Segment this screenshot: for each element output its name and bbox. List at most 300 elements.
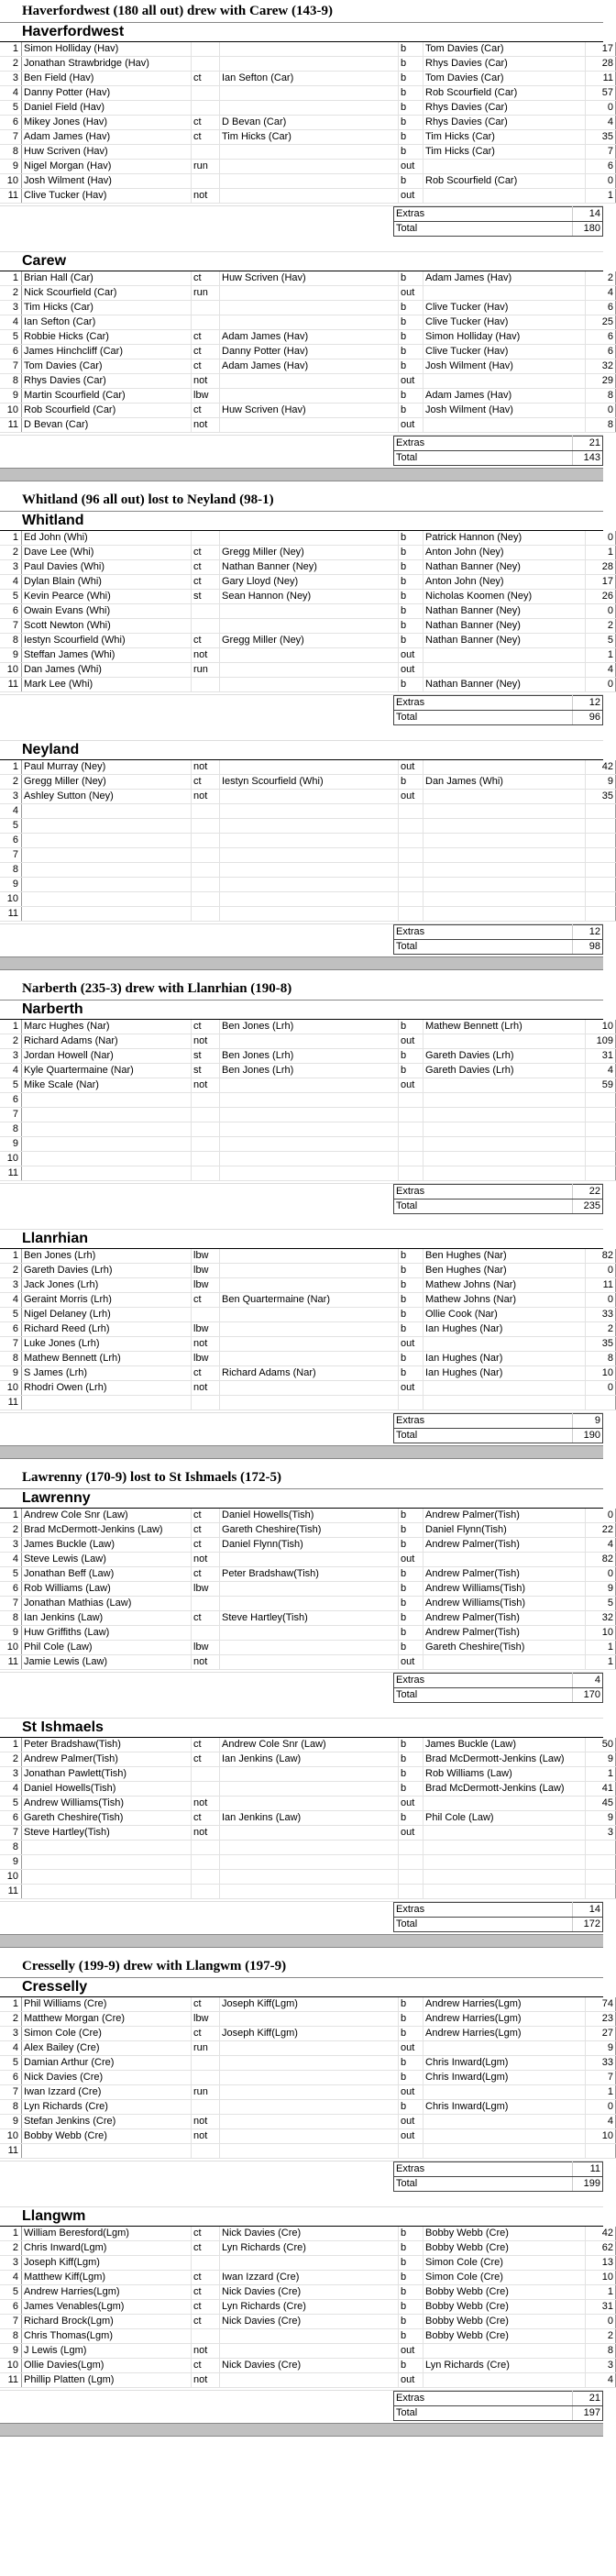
runs: 0 xyxy=(586,1509,616,1523)
bowler-name xyxy=(424,1137,586,1152)
fielder-name: Ben Jones (Lrh) xyxy=(220,1020,399,1034)
runs: 0 xyxy=(586,1264,616,1278)
batting-row xyxy=(0,907,616,922)
extras-value: 14 xyxy=(573,1903,603,1918)
dismissal-type xyxy=(192,42,220,57)
dismissal-type xyxy=(192,1597,220,1611)
runs: 9 xyxy=(586,1582,616,1597)
runs: 7 xyxy=(586,2071,616,2085)
dismissal-type: ct xyxy=(192,1997,220,2012)
extras-row xyxy=(0,1674,603,1688)
runs: 4 xyxy=(586,1538,616,1553)
fielder-name xyxy=(220,1870,399,1885)
batsman-name: Ben Field (Hav) xyxy=(22,72,192,86)
runs: 17 xyxy=(586,42,616,57)
bowler-name: Nathan Banner (Ney) xyxy=(424,619,586,634)
fielder-name xyxy=(220,2144,399,2159)
bowler-name: Simon Cole (Cre) xyxy=(424,2256,586,2271)
dismissal-type xyxy=(192,878,220,892)
row-number: 5 xyxy=(0,330,22,345)
bowler-name: Tom Davies (Car) xyxy=(424,72,586,86)
extras-value: 11 xyxy=(573,2162,603,2177)
bowled-marker: b xyxy=(399,531,424,546)
runs: 35 xyxy=(586,130,616,145)
bowled-marker: b xyxy=(399,116,424,130)
batsman-name xyxy=(22,1093,192,1108)
batsman-name: Gregg Miller (Ney) xyxy=(22,775,192,790)
runs: 2 xyxy=(586,1322,616,1337)
row-number: 9 xyxy=(0,1626,22,1641)
match-separator xyxy=(0,2423,603,2437)
batting-row xyxy=(0,1308,616,1322)
batting-row xyxy=(0,145,616,160)
dismissal-type: ct xyxy=(192,345,220,359)
runs: 8 xyxy=(586,389,616,404)
total-label: Total xyxy=(394,1688,573,1703)
totals-blank xyxy=(0,222,394,237)
runs: 57 xyxy=(586,86,616,101)
match-separator xyxy=(0,1445,603,1459)
bowler-name xyxy=(424,1093,586,1108)
fielder-name xyxy=(220,878,399,892)
bowler-name: Clive Tucker (Hav) xyxy=(424,301,586,315)
runs: 0 xyxy=(586,604,616,619)
dismissal-type: not xyxy=(192,648,220,663)
batting-row xyxy=(0,1122,616,1137)
match-separator xyxy=(0,956,603,970)
bowler-name: Daniel Flynn(Tish) xyxy=(424,1523,586,1538)
bowler-name: Brad McDermott-Jenkins (Law) xyxy=(424,1752,586,1767)
batting-row xyxy=(0,1152,616,1166)
extras-row xyxy=(0,696,603,711)
row-number: 5 xyxy=(0,101,22,116)
dismissal-type xyxy=(192,863,220,878)
fielder-name: Nick Davies (Cre) xyxy=(220,2285,399,2300)
row-number: 4 xyxy=(0,2271,22,2285)
total-value: 190 xyxy=(573,1429,603,1443)
batting-row xyxy=(0,374,616,389)
row-number: 10 xyxy=(0,1152,22,1166)
dismissal-type xyxy=(192,2100,220,2115)
bowled-marker: b xyxy=(399,1249,424,1264)
bowled-marker: out xyxy=(399,2129,424,2144)
row-number: 3 xyxy=(0,1049,22,1064)
total-label: Total xyxy=(394,222,573,237)
bowler-name xyxy=(424,374,586,389)
dismissal-type: ct xyxy=(192,634,220,648)
total-label: Total xyxy=(394,1200,573,1214)
row-number: 1 xyxy=(0,1249,22,1264)
batsman-name: Richard Adams (Nar) xyxy=(22,1034,192,1049)
bowled-marker: out xyxy=(399,1655,424,1670)
batsman-name: Luke Jones (Lrh) xyxy=(22,1337,192,1352)
bowled-marker: b xyxy=(399,775,424,790)
bowler-name: Andrew Harries(Lgm) xyxy=(424,1997,586,2012)
batsman-name: Ashley Sutton (Ney) xyxy=(22,790,192,804)
runs: 62 xyxy=(586,2241,616,2256)
fielder-name xyxy=(220,1137,399,1152)
runs: 9 xyxy=(586,775,616,790)
fielder-name: Adam James (Hav) xyxy=(220,359,399,374)
runs: 4 xyxy=(586,116,616,130)
batsman-name: Jamie Lewis (Law) xyxy=(22,1655,192,1670)
bowled-marker: out xyxy=(399,2041,424,2056)
match-title: Haverfordwest (180 all out) drew with Carew (143-9) xyxy=(0,0,603,23)
dismissal-type: lbw xyxy=(192,1352,220,1366)
row-number: 8 xyxy=(0,2329,22,2344)
fielder-name: Huw Scriven (Hav) xyxy=(220,404,399,418)
bowled-marker: out xyxy=(399,648,424,663)
dismissal-type: not xyxy=(192,1553,220,1567)
bowler-name xyxy=(424,663,586,678)
runs: 4 xyxy=(586,663,616,678)
fielder-name xyxy=(220,1396,399,1410)
fielder-name xyxy=(220,1841,399,1855)
batting-row xyxy=(0,546,616,560)
row-number: 1 xyxy=(0,531,22,546)
dismissal-type: not xyxy=(192,760,220,775)
runs: 0 xyxy=(586,1567,616,1582)
dismissal-type: ct xyxy=(192,2227,220,2241)
batting-row xyxy=(0,2227,616,2241)
runs: 2 xyxy=(586,271,616,286)
runs: 74 xyxy=(586,1997,616,2012)
dismissal-type xyxy=(192,1308,220,1322)
bowled-marker: b xyxy=(399,2315,424,2329)
runs: 4 xyxy=(586,2115,616,2129)
bowler-name: Dan James (Whi) xyxy=(424,775,586,790)
batting-row xyxy=(0,86,616,101)
total-row xyxy=(0,2177,603,2192)
row-number: 6 xyxy=(0,2300,22,2315)
totals-table xyxy=(0,206,603,237)
extras-row xyxy=(0,2392,603,2406)
dismissal-type: ct xyxy=(192,1366,220,1381)
bowled-marker: b xyxy=(399,1322,424,1337)
batting-row xyxy=(0,2256,616,2271)
fielder-name xyxy=(220,42,399,57)
total-label: Total xyxy=(394,711,573,725)
row-number: 2 xyxy=(0,1264,22,1278)
dismissal-type: not xyxy=(192,1034,220,1049)
row-number: 9 xyxy=(0,878,22,892)
batting-row xyxy=(0,1337,616,1352)
batsman-name: James Venables(Lgm) xyxy=(22,2300,192,2315)
batsman-name xyxy=(22,848,192,863)
batsman-name: Marc Hughes (Nar) xyxy=(22,1020,192,1034)
totals-table xyxy=(0,2161,603,2192)
bowled-marker: out xyxy=(399,1797,424,1811)
bowler-name: Mathew Bennett (Lrh) xyxy=(424,1020,586,1034)
runs: 22 xyxy=(586,1523,616,1538)
row-number: 7 xyxy=(0,1597,22,1611)
runs: 1 xyxy=(586,2285,616,2300)
batting-row xyxy=(0,330,616,345)
bowler-name: Nathan Banner (Ney) xyxy=(424,604,586,619)
dismissal-type: ct xyxy=(192,1738,220,1752)
dismissal-type: not xyxy=(192,1078,220,1093)
batting-row xyxy=(0,1655,616,1670)
batsman-name: Martin Scourfield (Car) xyxy=(22,389,192,404)
totals-blank xyxy=(0,1200,394,1214)
bowler-name: Adam James (Hav) xyxy=(424,271,586,286)
batting-row xyxy=(0,2012,616,2027)
bowler-name xyxy=(424,286,586,301)
fielder-name xyxy=(220,315,399,330)
row-number: 6 xyxy=(0,116,22,130)
bowler-name: Phil Cole (Law) xyxy=(424,1811,586,1826)
bowler-name: Gareth Davies (Lrh) xyxy=(424,1064,586,1078)
batting-row xyxy=(0,1885,616,1899)
fielder-name xyxy=(220,1264,399,1278)
fielder-name: Gregg Miller (Ney) xyxy=(220,546,399,560)
batting-row xyxy=(0,404,616,418)
dismissal-type xyxy=(192,848,220,863)
batting-row xyxy=(0,1093,616,1108)
dismissal-type xyxy=(192,1885,220,1899)
dismissal-type xyxy=(192,145,220,160)
total-row xyxy=(0,1918,603,1932)
batting-row xyxy=(0,1020,616,1034)
fielder-name: Lyn Richards (Cre) xyxy=(220,2300,399,2315)
runs: 35 xyxy=(586,790,616,804)
batsman-name: Alex Bailey (Cre) xyxy=(22,2041,192,2056)
bowled-marker: b xyxy=(399,1264,424,1278)
runs xyxy=(586,878,616,892)
dismissal-type xyxy=(192,1767,220,1782)
dismissal-type xyxy=(192,892,220,907)
batsman-name: Mathew Bennett (Lrh) xyxy=(22,1352,192,1366)
fielder-name xyxy=(220,1855,399,1870)
batsman-name: Robbie Hicks (Car) xyxy=(22,330,192,345)
bowler-name: Ben Hughes (Nar) xyxy=(424,1264,586,1278)
runs: 109 xyxy=(586,1034,616,1049)
batsman-name xyxy=(22,1396,192,1410)
dismissal-type: not xyxy=(192,1337,220,1352)
batsman-name: Iestyn Scourfield (Whi) xyxy=(22,634,192,648)
dismissal-type: not xyxy=(192,2129,220,2144)
bowled-marker: b xyxy=(399,1049,424,1064)
row-number: 9 xyxy=(0,389,22,404)
runs: 1 xyxy=(586,546,616,560)
bowled-marker: b xyxy=(399,1641,424,1655)
batting-row xyxy=(0,678,616,692)
fielder-name xyxy=(220,1034,399,1049)
total-row xyxy=(0,2406,603,2421)
runs: 31 xyxy=(586,2300,616,2315)
batting-row xyxy=(0,1767,616,1782)
runs: 0 xyxy=(586,678,616,692)
row-number: 9 xyxy=(0,1137,22,1152)
bowler-name: Ollie Cook (Nar) xyxy=(424,1308,586,1322)
row-number: 8 xyxy=(0,1122,22,1137)
bowler-name xyxy=(424,863,586,878)
batsman-name: D Bevan (Car) xyxy=(22,418,192,433)
bowled-marker xyxy=(399,1137,424,1152)
batsman-name: Jonathan Mathias (Law) xyxy=(22,1597,192,1611)
totals-blank xyxy=(0,207,394,222)
dismissal-type xyxy=(192,619,220,634)
bowled-marker: b xyxy=(399,1352,424,1366)
fielder-name xyxy=(220,2344,399,2359)
row-number: 1 xyxy=(0,760,22,775)
dismissal-type: ct xyxy=(192,2241,220,2256)
bowler-name xyxy=(424,834,586,848)
bowler-name xyxy=(424,2041,586,2056)
totals-blank xyxy=(0,1185,394,1200)
dismissal-type xyxy=(192,1152,220,1166)
dismissal-type xyxy=(192,2056,220,2071)
fielder-name xyxy=(220,760,399,775)
batting-table xyxy=(0,1020,616,1181)
batting-row xyxy=(0,2241,616,2256)
batsman-name: Stefan Jenkins (Cre) xyxy=(22,2115,192,2129)
batting-row xyxy=(0,1841,616,1855)
fielder-name: Ian Jenkins (Law) xyxy=(220,1811,399,1826)
row-number: 1 xyxy=(0,1020,22,1034)
runs: 28 xyxy=(586,57,616,72)
batting-row xyxy=(0,389,616,404)
bowled-marker: b xyxy=(399,2100,424,2115)
dismissal-type: st xyxy=(192,1064,220,1078)
match-section xyxy=(0,1955,613,2437)
bowler-name: Andrew Palmer(Tish) xyxy=(424,1567,586,1582)
batsman-name: Peter Bradshaw(Tish) xyxy=(22,1738,192,1752)
runs: 17 xyxy=(586,575,616,590)
totals-blank xyxy=(0,451,394,466)
row-number: 4 xyxy=(0,1553,22,1567)
row-number: 5 xyxy=(0,590,22,604)
row-number: 10 xyxy=(0,663,22,678)
row-number: 9 xyxy=(0,2115,22,2129)
runs: 42 xyxy=(586,760,616,775)
totals-blank xyxy=(0,1903,394,1918)
batting-row xyxy=(0,834,616,848)
row-number: 5 xyxy=(0,819,22,834)
dismissal-type: ct xyxy=(192,1538,220,1553)
bowled-marker: b xyxy=(399,101,424,116)
row-number: 1 xyxy=(0,271,22,286)
fielder-name xyxy=(220,174,399,189)
dismissal-type: ct xyxy=(192,1567,220,1582)
fielder-name: Nick Davies (Cre) xyxy=(220,2227,399,2241)
bowled-marker: b xyxy=(399,634,424,648)
batsman-name: Matthew Morgan (Cre) xyxy=(22,2012,192,2027)
runs: 11 xyxy=(586,72,616,86)
fielder-name xyxy=(220,1641,399,1655)
runs xyxy=(586,1855,616,1870)
dismissal-type: not xyxy=(192,374,220,389)
bowled-marker xyxy=(399,1166,424,1181)
dismissal-type: lbw xyxy=(192,1322,220,1337)
row-number: 1 xyxy=(0,2227,22,2241)
bowler-name xyxy=(424,878,586,892)
batting-row xyxy=(0,42,616,57)
bowler-name: Nathan Banner (Ney) xyxy=(424,560,586,575)
bowler-name: Simon Cole (Cre) xyxy=(424,2271,586,2285)
dismissal-type: run xyxy=(192,286,220,301)
dismissal-type: run xyxy=(192,2041,220,2056)
fielder-name xyxy=(220,1278,399,1293)
batsman-name xyxy=(22,1870,192,1885)
total-label: Total xyxy=(394,1918,573,1932)
dismissal-type: ct xyxy=(192,1020,220,1034)
row-number: 4 xyxy=(0,575,22,590)
bowler-name: Josh Wilment (Hav) xyxy=(424,359,586,374)
fielder-name xyxy=(220,2071,399,2085)
row-number: 4 xyxy=(0,1782,22,1797)
batting-row xyxy=(0,575,616,590)
bowled-marker: b xyxy=(399,546,424,560)
batting-table xyxy=(0,42,616,204)
row-number: 8 xyxy=(0,2100,22,2115)
fielder-name xyxy=(220,1826,399,1841)
batsman-name xyxy=(22,1122,192,1137)
bowled-marker xyxy=(399,863,424,878)
runs: 10 xyxy=(586,2129,616,2144)
extras-value: 21 xyxy=(573,2392,603,2406)
bowled-marker: b xyxy=(399,174,424,189)
totals-table xyxy=(0,1184,603,1214)
match-title: Narberth (235-3) drew with Llanrhian (190-8) xyxy=(0,978,603,1001)
fielder-name: Nathan Banner (Ney) xyxy=(220,560,399,575)
bowled-marker xyxy=(399,834,424,848)
bowled-marker xyxy=(399,1885,424,1899)
batsman-name: Phillip Platten (Lgm) xyxy=(22,2373,192,2388)
bowler-name: Clive Tucker (Hav) xyxy=(424,345,586,359)
fielder-name: Ben Jones (Lrh) xyxy=(220,1064,399,1078)
bowler-name xyxy=(424,790,586,804)
batsman-name xyxy=(22,1152,192,1166)
runs xyxy=(586,1093,616,1108)
fielder-name xyxy=(220,1166,399,1181)
dismissal-type: ct xyxy=(192,2027,220,2041)
extras-label: Extras xyxy=(394,925,573,940)
batsman-name: Mike Scale (Nar) xyxy=(22,1078,192,1093)
row-number: 10 xyxy=(0,404,22,418)
extras-row xyxy=(0,207,603,222)
bowler-name: Patrick Hannon (Ney) xyxy=(424,531,586,546)
row-number: 9 xyxy=(0,160,22,174)
batting-row xyxy=(0,418,616,433)
batting-row xyxy=(0,2144,616,2159)
batting-row xyxy=(0,1396,616,1410)
fielder-name: Peter Bradshaw(Tish) xyxy=(220,1567,399,1582)
batting-row xyxy=(0,2041,616,2056)
runs: 1 xyxy=(586,189,616,204)
dismissal-type: lbw xyxy=(192,389,220,404)
team-name: Haverfordwest xyxy=(0,23,603,42)
batsman-name xyxy=(22,804,192,819)
runs: 3 xyxy=(586,1826,616,1841)
batsman-name: Jordan Howell (Nar) xyxy=(22,1049,192,1064)
runs: 0 xyxy=(586,174,616,189)
batting-row xyxy=(0,634,616,648)
batsman-name: Ollie Davies(Lgm) xyxy=(22,2359,192,2373)
bowled-marker: b xyxy=(399,86,424,101)
dismissal-type xyxy=(192,1108,220,1122)
batting-table xyxy=(0,760,616,922)
fielder-name xyxy=(220,819,399,834)
batsman-name: Daniel Howells(Tish) xyxy=(22,1782,192,1797)
totals-blank xyxy=(0,1918,394,1932)
batting-row xyxy=(0,1381,616,1396)
total-value: 235 xyxy=(573,1200,603,1214)
bowler-name: Bobby Webb (Cre) xyxy=(424,2241,586,2256)
bowled-marker xyxy=(399,1122,424,1137)
bowler-name xyxy=(424,1396,586,1410)
dismissal-type: ct xyxy=(192,1811,220,1826)
